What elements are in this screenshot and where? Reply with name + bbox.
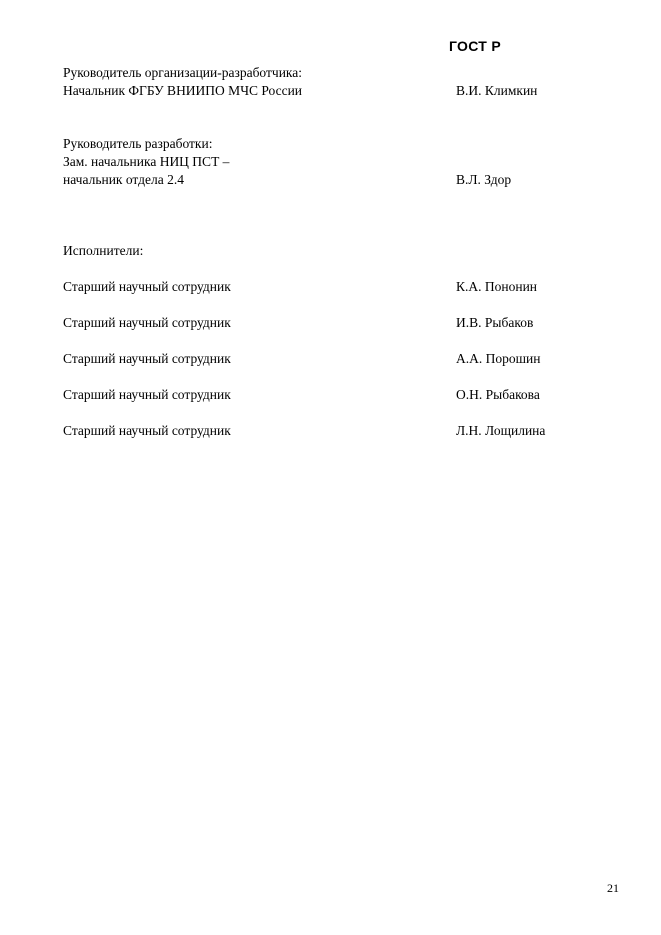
executors-title: Исполнители: bbox=[63, 243, 144, 258]
executor-position: Старший научный сотрудник bbox=[63, 387, 231, 402]
executor-position: Старший научный сотрудник bbox=[63, 351, 231, 366]
executor-name: А.А. Порошин bbox=[456, 351, 541, 366]
executor-name: К.А. Пононин bbox=[456, 279, 538, 294]
org-head-role-line2: Начальник ФГБУ ВНИИПО МЧС России bbox=[63, 83, 303, 98]
executor-position: Старший научный сотрудник bbox=[63, 315, 231, 330]
dev-head-name: В.Л. Здор bbox=[456, 172, 512, 187]
page-number: 21 bbox=[607, 881, 619, 895]
org-head-role-line1: Руководитель организации-разработчика: bbox=[63, 65, 303, 80]
executor-position: Старший научный сотрудник bbox=[63, 279, 231, 294]
standard-header: ГОСТ Р bbox=[449, 38, 501, 54]
executor-name: О.Н. Рыбакова bbox=[456, 387, 540, 402]
executor-name: Л.Н. Лощилина bbox=[456, 423, 546, 438]
dev-head-role-line2: Зам. начальника НИЦ ПСТ – bbox=[63, 154, 230, 169]
dev-head-role-line1: Руководитель разработки: bbox=[63, 136, 213, 151]
executor-name: И.В. Рыбаков bbox=[456, 315, 534, 330]
org-head-name: В.И. Климкин bbox=[456, 83, 538, 98]
dev-head-role-line3: начальник отдела 2.4 bbox=[63, 172, 184, 187]
executor-position: Старший научный сотрудник bbox=[63, 423, 231, 438]
